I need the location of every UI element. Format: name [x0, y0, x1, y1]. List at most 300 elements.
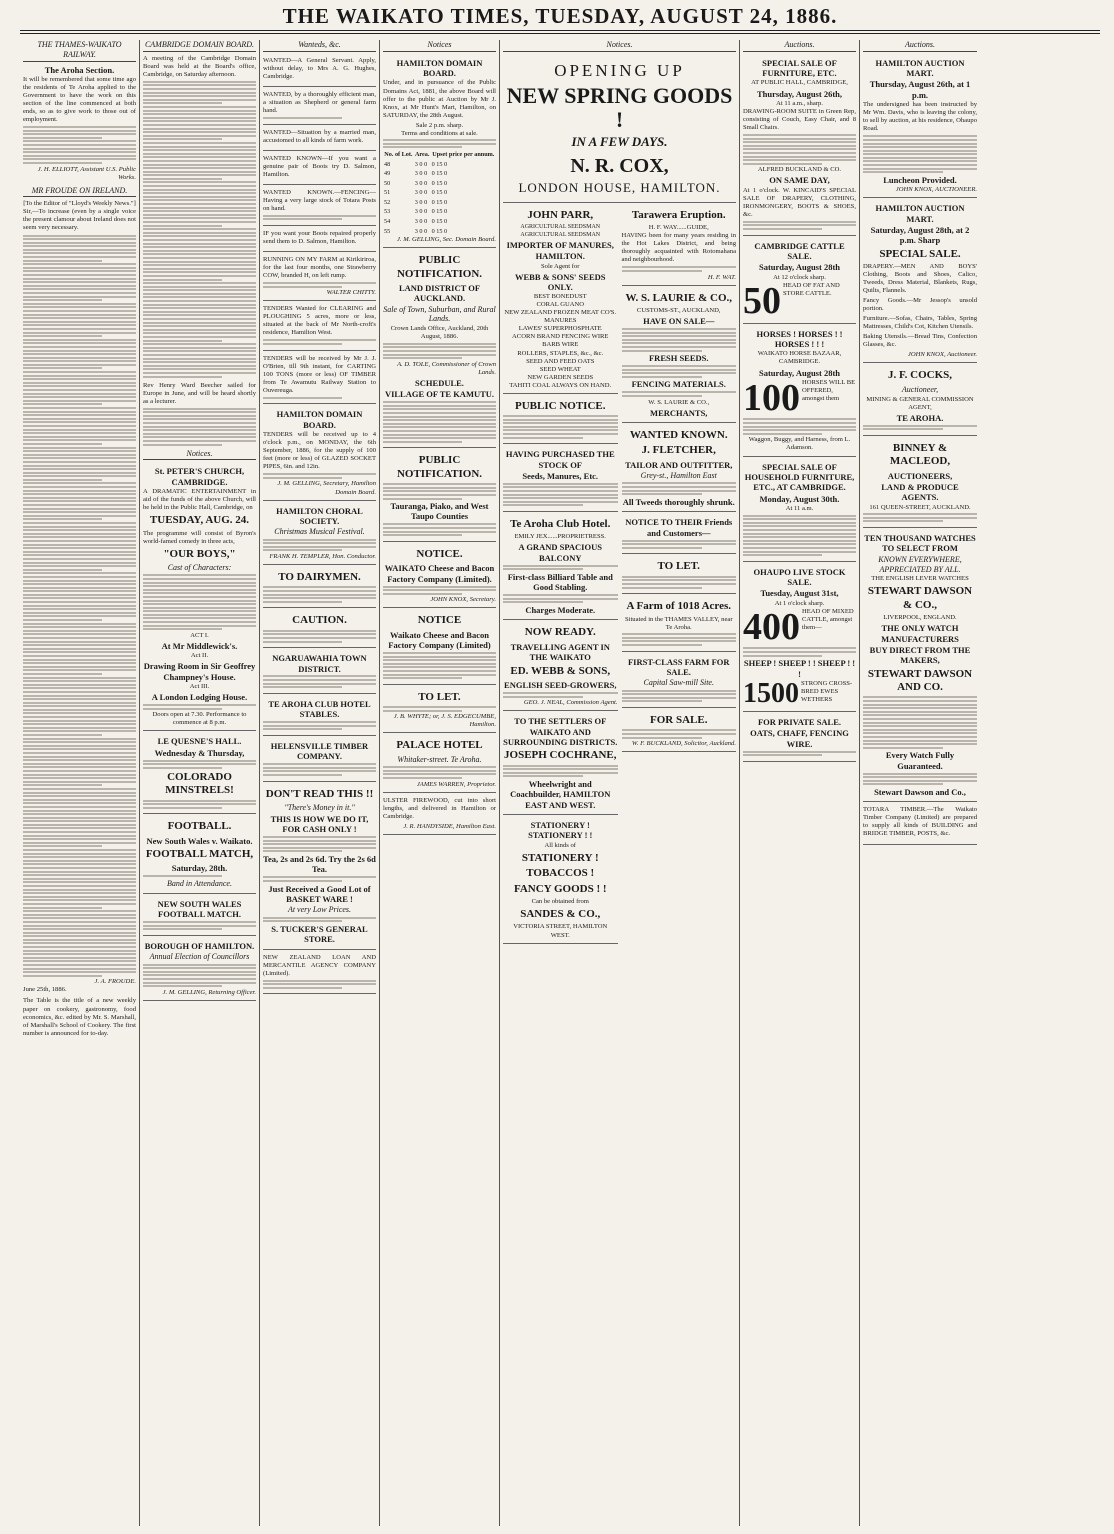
act-1-setting: At Mr Middlewick's. — [161, 640, 238, 651]
the-table-note: The Table is the title of a new weekly paper on cookery, gastronomy, food economics, &c. edited by Mr. S. Marshall, of Marshall's School of Cookery. The first number is announced for to-day. — [23, 997, 136, 1037]
to-let-heading: TO LET. — [418, 690, 461, 703]
domain-auction-heading: HAMILTON DOMAIN BOARD. — [396, 57, 483, 79]
act-1: ACT I. — [190, 631, 209, 639]
kincaid-sale: At 1 o'clock. W. KINCAID'S SPECIAL SALE OF DRAPERY, CLOTHING, IRONMONGERY, BOOTS & SHOES, &c. — [743, 186, 856, 218]
palace-hotel-signature: JAMES WARREN, Proprietor. — [416, 780, 496, 788]
wat-signature: H. F. WAT. — [707, 273, 736, 281]
list-item: SEED WHEAT — [539, 365, 581, 373]
palace-hotel-heading: PALACE HOTEL — [396, 739, 483, 752]
cattle-sale-date: Saturday, August 28th — [758, 262, 840, 273]
oats-chaff: OATS, CHAFF, FENCING WIRE. — [750, 728, 849, 749]
cash-only-heading: THIS IS HOW WE DO IT, FOR CASH ONLY ! — [270, 813, 369, 835]
sawmill-site: Capital Saw-mill Site. — [643, 678, 714, 688]
john-parr-heading: JOHN PARR, — [527, 208, 594, 221]
special-sale: SPECIAL SALE. — [879, 247, 961, 260]
to-let-2-ad — [622, 556, 737, 594]
tailor-outfitter: TAILOR AND OUTFITTER, — [625, 459, 733, 470]
wanted-servant — [263, 55, 376, 87]
jex-proprietress: EMILY JEX......PROPRIETRESS. — [514, 533, 606, 541]
tea-offer: Tea, 2s and 2s 6d. Try the 2s 6d Tea. — [263, 854, 376, 875]
doors-open: Doors open at 7.30. Performance to commence at 8 p.m. — [152, 711, 247, 727]
luncheon: Luncheon Provided. — [883, 174, 957, 185]
palace-hotel-ad — [383, 735, 496, 792]
auction-mart-2-heading: HAMILTON AUCTION MART. — [875, 203, 965, 224]
household-sale-ad — [743, 459, 856, 562]
dairymen-heading: TO DAIRYMEN. — [278, 571, 361, 583]
notices-col5-heading: Notices. — [503, 40, 736, 52]
stationery-ad — [503, 817, 618, 943]
froude-subheading: [To the Editor of "Lloyd's Weekly News."] — [23, 200, 136, 208]
stewart-dawson-2: STEWART DAWSON AND CO. — [867, 667, 973, 694]
fancy-goods: Fancy Goods.—Mr Jessop's unsold portion. — [863, 297, 977, 313]
firewood-ad — [383, 795, 496, 835]
club-hotel-ad — [503, 514, 618, 620]
masthead-rule-bottom — [20, 33, 1100, 34]
public-notification-2-heading: PUBLIC NOTIFICATION. — [396, 454, 483, 480]
martin-notice: NOTICE TO THEIR Friends and Customers— — [625, 517, 733, 538]
cochrane-heading: JOSEPH COCHRANE, — [504, 749, 617, 762]
sandes-address: VICTORIA STREET, HAMILTON WEST. — [513, 923, 608, 939]
ngaruawahia-ad — [263, 650, 376, 694]
hamilton-domain-signature: J. M. GELLING, Secretary, Hamilton Domain Board. — [277, 480, 376, 496]
waggon-harness: Waggon, Buggy, and Harness, from L. Adamson. — [748, 436, 851, 452]
fencing-materials: FENCING MATERIALS. — [631, 379, 726, 390]
ohaupo-item: HEAD OF MIXED CATTLE, amongst them— — [802, 607, 854, 631]
tweeds-shrunk: All Tweeds thoroughly shrunk. — [622, 496, 735, 507]
aroha-section-heading: The Aroha Section. — [44, 64, 115, 75]
private-sale-ad — [743, 714, 856, 762]
cattle-sale-time: At 12 o'clock sharp. — [773, 273, 826, 281]
table-row: 48 3 0 0 0 15 0 — [384, 160, 448, 168]
grand-balcony: A GRAND SPACIOUS BALCONY — [518, 542, 602, 563]
wanted-boots-text: WANTED KNOWN—If you want a genuine pair of Boots try D. Salmon, Hamilton. — [263, 154, 376, 178]
le-quesnes-hall-ad — [143, 733, 256, 814]
railway-signature: J. H. ELLIOTT, Assistant U.S. Public Works. — [37, 165, 136, 181]
household-sale-heading: SPECIAL SALE OF HOUSEHOLD FURNITURE, ETC., AT CAMBRIDGE. — [744, 461, 855, 493]
laurie-address: CUSTOMS-ST., AUCKLAND, — [636, 306, 721, 314]
tarawera-heading: Tarawera Eruption. — [631, 208, 726, 221]
tarawera-ad — [622, 205, 737, 286]
list-item: NEW ZEALAND FROZEN MEAT CO'S. MANURES — [504, 309, 617, 325]
column-5-6 — [500, 40, 740, 1526]
grey-street: Grey-st., Hamilton East — [640, 471, 717, 481]
tole-signature: A. D. TOLE, Commissioner of Crown Lands. — [397, 360, 496, 376]
ohaupo-date: Tuesday, August 31st, — [760, 588, 839, 599]
furniture: Furniture.—Sofas, Chairs, Tables, Spring Mattresses, Child's Cot, Kitchen Utensils. — [863, 315, 977, 331]
binney-agents: LAND & PRODUCE AGENTS. — [881, 481, 959, 503]
cocks-heading: J. F. COCKS, — [887, 369, 953, 382]
handyside-signature: J. R. HANDYSIDE, Hamilton East. — [403, 822, 496, 830]
auction-mart-ad — [863, 55, 977, 198]
band-attendance: Band in Attendance. — [167, 879, 232, 889]
stationery-heading: STATIONERY ! STATIONERY ! ! — [528, 820, 593, 841]
notice-cheese-ad — [383, 544, 496, 609]
new-spring-goods: NEW SPRING GOODS ! — [506, 83, 733, 132]
notices-heading: Notices. — [143, 449, 256, 461]
boots-repaired-text: IF you want your Boots repaired properly send them to D. Salmon, Hamilton. — [263, 229, 376, 245]
farm-location: Situated in the THAMES VALLEY, near Te Aroha. — [624, 615, 733, 631]
auction-mart-text: The undersigned has been instructed by Mr Wm. Davis, who is leaving the colony, to sell by auction, at his residence, Ohaupo Road. — [863, 101, 977, 133]
fletcher-ad — [622, 425, 737, 512]
baking-utensils: Baking Utensils.—Bread Tins, Confection Glasses, &c. — [863, 333, 977, 349]
ohaupo-sale-ad — [743, 564, 856, 712]
column-8 — [860, 40, 980, 1526]
sawmill-ad — [622, 654, 737, 708]
land-sale-subheading: Sale of Town, Suburban, and Rural Lands. — [383, 304, 496, 324]
charges-moderate: Charges Moderate. — [525, 605, 596, 616]
beecher-note: Rev Henry Ward Beecher sailed for Europe in June, and will be heard shortly as a lecturer. — [143, 381, 256, 405]
st-peters-ad — [143, 463, 256, 731]
horse-sale-ad — [743, 326, 856, 457]
furniture-sale-ad — [743, 55, 856, 236]
railway-text: It will be remembered that some time ago the residents of Te Aroha applied to the Government to have the work on this section of the line commenced at both ends, so as to give work to those out of employment. — [23, 75, 136, 124]
taupo-counties: Tauranga, Piako, and West Taupo Counties — [390, 501, 489, 522]
cocks-agent: MINING & GENERAL COMMISSION AGENT, — [866, 395, 974, 411]
choral-society-ad — [263, 503, 376, 565]
cheese-company: WAIKATO Cheese and Bacon Factory Company (Limited). — [384, 563, 495, 584]
table-row: 52 3 0 0 0 15 0 — [384, 198, 448, 206]
le-quesnes-hall-heading: LE QUESNE'S HALL. — [157, 736, 242, 747]
froude-signature: J. A. FROUDE. — [94, 978, 136, 986]
table-row: 49 3 0 0 0 15 0 — [384, 170, 448, 178]
firewood-text: ULSTER FIREWOOD, cut into short lengths, and delivered in Hamilton or Cambridge. — [383, 796, 496, 820]
froude-heading: MR FROUDE ON IRELAND. — [23, 186, 136, 198]
public-notification-2-ad — [383, 450, 496, 541]
hall-days: Wednesday & Thursday, — [154, 747, 245, 758]
knox-auctioneer: JOHN KNOX, AUCTIONEER. — [895, 186, 977, 194]
furniture-sale-date: Thursday, August 26th, — [756, 88, 843, 99]
borough-subheading: Annual Election of Councillors — [149, 952, 250, 962]
in-a-few-days: IN A FEW DAYS. — [571, 133, 668, 149]
auction-mart-2-ad — [863, 200, 977, 363]
obtained-from: Can be obtained from — [531, 898, 589, 906]
whyte-signature: J. B. WHYTE; or, J. S. EDGECUMBE, Hamilton. — [393, 713, 496, 729]
nsw-football-heading: NEW SOUTH WALES FOOTBALL MATCH. — [157, 898, 242, 920]
froude-body — [23, 235, 136, 977]
nsw-football-ad — [143, 896, 256, 936]
col5-sub — [503, 205, 618, 946]
helensville-timber-ad — [263, 738, 376, 782]
martin-ad — [622, 514, 737, 554]
football-ad — [143, 816, 256, 893]
parr-town: HAMILTON. — [535, 251, 585, 262]
same-day: ON SAME DAY, — [769, 175, 830, 186]
purchased-heading: HAVING PURCHASED THE STOCK OF — [505, 449, 615, 470]
lots-col-number: No. of Lot. — [384, 151, 413, 159]
wat-guide: H. F. WAY......GUIDE, — [648, 224, 709, 232]
binney-heading: BINNEY & MACLEOD, — [889, 441, 951, 468]
cox-spring-goods-ad — [503, 55, 736, 203]
john-parr-ad — [503, 205, 618, 394]
laurie-ad — [622, 288, 737, 423]
public-notice-ad — [503, 396, 618, 445]
webb-seed-growers: ENGLISH SEED-GROWERS, — [504, 679, 617, 690]
furniture-sale-heading: SPECIAL SALE OF FURNITURE, ETC. — [762, 57, 837, 79]
wanted-shepherd-text: WANTED, by a thoroughly efficient man, a situation as Shepherd or general farm hand. — [263, 90, 376, 114]
col5-6-split — [503, 205, 736, 946]
wanted-boots — [263, 153, 376, 185]
nz-loan-ad — [263, 952, 376, 995]
dont-read-ad — [263, 784, 376, 950]
running-cow-signature: WALTER CHITTY. — [326, 289, 376, 297]
cattle-count: 50 — [743, 279, 781, 322]
ohaupo-heading: OHAUPO LIVE STOCK SALE. — [753, 566, 846, 588]
notice-2-heading: NOTICE — [417, 614, 462, 627]
tobaccos-item: TOBACCOS ! — [526, 867, 595, 880]
football-heading: FOOTBALL. — [167, 820, 232, 833]
farm-ad — [622, 596, 737, 651]
settlers-ad — [503, 713, 618, 815]
football-date: Saturday, 28th. — [171, 863, 228, 874]
froude-date: June 25th, 1886. — [23, 986, 67, 994]
laurie-heading: W. S. LAURIE & CO., — [625, 291, 733, 304]
masthead-title: THE WAIKATO TIMES, TUESDAY, AUGUST 24, 1886. — [282, 4, 838, 28]
lots-col-price: Upset price per annum. — [432, 151, 495, 159]
sale-terms: Terms and conditions at sale. — [401, 129, 478, 137]
cattle-sale-ad — [743, 238, 856, 324]
auctions-col7-heading: Auctions. — [743, 40, 856, 52]
table-row: 51 3 0 0 0 15 0 — [384, 189, 448, 197]
fresh-seeds: FRESH SEEDS. — [648, 353, 709, 364]
horse-item: HORSES WILL BE OFFERED, amongst them — [802, 378, 856, 402]
column-4 — [380, 40, 500, 1526]
column-2 — [140, 40, 260, 1526]
sheep-item: STRONG CROSS-BRED EWES WETHERS — [801, 679, 853, 703]
public-notification-heading: PUBLIC NOTIFICATION. — [396, 254, 483, 280]
liverpool: LIVERPOOL, ENGLAND. — [883, 614, 957, 622]
furniture-sale-text: DRAWING-ROOM SUITE in Green Rep, consisting of Couch, Easy Chair, and 8 Small Chairs. — [743, 107, 856, 131]
hamilton-domain-text: TENDERS will be received up to 4 o'clock p.m., on MONDAY, the 6th September, 1886, for the supply of 100 feet (more or less) of GLAZED SOCKET PIPES, 6in. and 12in. — [263, 431, 376, 471]
list-item: BARB WIRE — [542, 341, 579, 349]
london-house: LONDON HOUSE, HAMILTON. — [518, 179, 721, 195]
st-peters-heading: St. PETER'S CHURCH, CAMBRIDGE. — [154, 466, 245, 487]
list-item: LAWES' SUPERPHOSPHATE — [518, 325, 602, 333]
domain-auction-text: Under, and in pursuance of the Public Domains Act, 1881, the above Board will offer to the public at Auction by Mr J. Knox, at Mr Hunt's Mart, Hamilton, on SATURDAY, the 28th August. — [383, 79, 496, 119]
caution-ad — [263, 610, 376, 648]
cattle-sale-heading: CAMBRIDGE CATTLE SALE. — [754, 240, 845, 261]
drapery: DRAPERY.—MEN AND BOYS' Clothing, Boots and Shoes, Calico, Tweeds, Dress Material, Blankets, Rugs, Quilts, Flannels. — [863, 263, 977, 295]
boots-repaired — [263, 228, 376, 252]
auctions-col8-heading: Auctions. — [863, 40, 977, 52]
totara-text: TOTARA TIMBER.—The Waikato Timber Company (Limited) are prepared to supply all kinds of BUILDING and BRIDGE TIMBER, POSTS, &c. — [863, 806, 977, 838]
wanted-situation-text: WANTED—Situation by a married man, accustomed to all kinds of farm work. — [263, 128, 376, 144]
watches-ad — [863, 530, 977, 802]
st-peters-programme: The programme will consist of Byron's world-famed comedy in three acts, — [143, 529, 256, 545]
laurie-on-sale: HAVE ON SALE— — [643, 316, 715, 326]
list-item: CORAL GUANO — [536, 301, 585, 309]
notices-col4-heading: Notices — [383, 40, 496, 52]
borough-ad — [143, 938, 256, 1001]
st-peters-text: A DRAMATIC ENTERTAINMENT in aid of the funds of the above Church, will be held in the Public Hall, Cambridge, on — [143, 488, 256, 512]
act-3: Act III. — [189, 682, 210, 690]
stewart-dawson: STEWART DAWSON & CO., — [867, 585, 973, 611]
land-district-heading: LAND DISTRICT OF AUCKLAND. — [398, 282, 481, 304]
choral-heading: HAMILTON CHORAL SOCIETY. — [276, 505, 363, 526]
crown-lands-office: Crown Lands Office, Auckland, 20th August, 1886. — [390, 325, 489, 341]
auction-mart-date: Thursday, August 26th, at 1 p.m. — [869, 79, 971, 100]
tenders-carting — [263, 353, 376, 405]
fancy-goods-item: FANCY GOODS ! ! — [513, 882, 607, 895]
now-ready-heading: NOW READY. — [524, 626, 596, 639]
only-manufacturers: THE ONLY WATCH MANUFACTURERS — [881, 623, 959, 644]
settlers-heading: TO THE SETTLERS OF WAIKATO AND SURROUNDING DISTRICTS. — [503, 716, 618, 747]
now-ready-ad — [503, 622, 618, 711]
billiard-table: First-class Billiard Table and Good Stabling. — [507, 571, 613, 593]
money-in-it: "There's Money in it." — [284, 803, 355, 813]
sheep-heading: SHEEP ! SHEEP ! ! SHEEP ! ! ! — [743, 658, 856, 679]
aroha-club-stables-ad — [263, 696, 376, 736]
for-sale-ad — [622, 710, 737, 752]
alfred-buckland: ALFRED BUCKLAND & CO. — [757, 166, 842, 174]
horse-bazaar: WAIKATO HORSE BAZAAR, CAMBRIDGE. — [757, 350, 842, 366]
furniture-sale-time: At 11 a.m., sharp. — [776, 99, 823, 107]
webb-seeds-only: WEBB & SONS' SEEDS ONLY. — [515, 271, 606, 292]
buckland-signature: W. F. BUCKLAND, Solicitor, Auckland. — [631, 740, 736, 748]
wanted-fencing — [263, 187, 376, 226]
importer-manures: IMPORTER OF MANURES, — [506, 239, 614, 250]
binney-address: 161 QUEEN-STREET, AUCKLAND. — [869, 503, 971, 511]
wat-text: HAVING been for many years residing in the Hot Lakes District, and being thoroughly acquainted with Rotomahana and neighbourhood. — [621, 232, 736, 264]
farm-for-sale: FIRST-CLASS FARM FOR SALE. — [627, 656, 730, 677]
table-row: 54 3 0 0 0 15 0 — [384, 218, 448, 225]
col6-sub — [622, 205, 737, 946]
act-2-setting: Drawing Room in Sir Geoffrey Champney's House. — [143, 661, 256, 682]
cochrane-sub: Wheelwright and Coachbuilder, HAMILTON EAST AND WEST. — [510, 779, 611, 810]
merchants: MERCHANTS, — [650, 407, 708, 418]
wanteds-heading: Wanteds, &c. — [263, 40, 376, 52]
borough-heading: BOROUGH OF HAMILTON. — [144, 940, 255, 951]
john-parr-sub: AGRICULTURAL SEEDSMAN AGRICULTURAL SEEDSMAN — [520, 224, 601, 238]
column-7 — [740, 40, 860, 1526]
to-let-ad — [383, 687, 496, 734]
running-cow — [263, 254, 376, 301]
club-hotel-heading: Te Aroha Club Hotel. — [510, 518, 611, 531]
ngaruawahia-heading: NGARUAWAHIA TOWN DISTRICT. — [272, 653, 367, 674]
cocks-town: TE AROHA. — [896, 412, 944, 423]
fully-guaranteed: Every Watch Fully Guaranteed. — [885, 750, 955, 771]
cast-heading: Cast of Characters: — [167, 563, 232, 572]
private-sale-heading: FOR PRIVATE SALE. — [757, 716, 842, 727]
cambridge-domain-text: A meeting of the Cambridge Domain Board was held at the Board's office, Cambridge, on Saturday afternoon. — [143, 54, 256, 78]
seeds-manures: Seeds, Manures, Etc. — [522, 470, 599, 481]
wanted-servant-text: WANTED—A General Servant. Apply, without delay, to Mrs A. G. Hughes, Cambridge. — [263, 56, 376, 80]
tenders-clearing — [263, 303, 376, 350]
household-sale-time: At 11 a.m. — [785, 504, 814, 512]
stewart-dawson-3: Stewart Dawson and Co., — [874, 787, 966, 798]
totara-ad — [863, 804, 977, 844]
sheep-count: 1500 — [743, 677, 799, 709]
caution-heading: CAUTION. — [292, 614, 347, 627]
notice-cheese-2-ad — [383, 610, 496, 684]
public-notice-heading: PUBLIC NOTICE. — [515, 399, 606, 412]
to-let-2-heading: TO LET. — [657, 560, 700, 573]
public-notification-ad — [383, 250, 496, 448]
running-cow-text: RUNNING ON MY FARM at Kirikiriroa, for the last four months, one Strawberry COW, branded H, on left rump. — [263, 256, 376, 280]
palace-hotel-address: Whitaker-street. Te Aroha. — [397, 754, 482, 764]
for-sale-heading: FOR SALE. — [650, 713, 708, 726]
lots-col-area: Area. — [414, 151, 430, 159]
masthead-rule-top — [20, 30, 1100, 31]
horses-heading: HORSES ! HORSES ! ! HORSES ! ! ! — [756, 328, 843, 350]
basket-ware: Just Received a Good Lot of BASKET WARE ! — [268, 883, 371, 904]
list-item: TAHITI COAL ALWAYS ON HAND. — [509, 381, 612, 389]
column-1 — [20, 40, 140, 1526]
auction-mart-2-date: Saturday, August 28th, at 2 p.m. Sharp — [870, 224, 970, 246]
borough-signature: J. M. GELLING, Returning Officer. — [162, 988, 256, 996]
cattle-item: HEAD OF FAT AND STORE CATTLE. — [783, 281, 840, 297]
list-item: ACORN BRAND FENCING WIRE — [512, 333, 609, 341]
list-item: ROLLERS, STAPLES, &c., &c. — [517, 349, 604, 357]
froude-text: Sir,—To increase (even by a single voice the present clamour about Ireland does not seem very necessary. — [23, 208, 136, 232]
village-heading: VILLAGE OF TE KAMUTU. — [384, 389, 495, 400]
hamilton-domain-tenders — [263, 406, 376, 500]
english-lever: THE ENGLISH LEVER WATCHES — [871, 575, 969, 583]
hamilton-domain-heading: HAMILTON DOMAIN BOARD. — [276, 409, 363, 430]
cocks-ad — [863, 365, 977, 435]
auction-mart-heading: HAMILTON AUCTION MART. — [875, 57, 965, 79]
st-peters-date: TUESDAY, AUG. 24. — [149, 514, 250, 527]
travelling-agent: TRAVELLING AGENT IN THE WAIKATO — [510, 641, 610, 663]
table-row: 55 3 0 0 0 15 0 — [384, 227, 448, 235]
football-match: FOOTBALL MATCH, — [145, 848, 254, 861]
choral-signature: FRANK H. TEMPLER, Hon. Conductor. — [269, 552, 376, 560]
helensville-timber-heading: HELENSVILLE TIMBER COMPANY. — [270, 740, 369, 762]
neal-signature: GEO. J. NEAL, Commission Agent. — [523, 699, 618, 707]
choral-subheading: Christmas Musical Festival. — [274, 527, 365, 537]
public-hall: AT PUBLIC HALL, CAMBRIDGE, — [751, 79, 848, 87]
nz-loan-text: NEW ZEALAND LOAN AND MERCANTILE AGENCY COMPANY (Limited). — [263, 953, 376, 977]
webb-sons: ED. WEBB & SONS, — [510, 664, 611, 677]
act-2: Act II. — [190, 652, 209, 660]
horse-count: 100 — [743, 376, 800, 419]
notice-heading: NOTICE. — [416, 547, 463, 560]
columns — [20, 40, 1100, 1526]
list-item: NEW GARDEN SEEDS — [527, 373, 594, 381]
hamilton-domain-auction — [383, 55, 496, 248]
football-subheading: New South Wales v. Waikato. — [146, 835, 253, 846]
fletcher-name: J. FLETCHER, — [641, 444, 716, 457]
schedule-heading: SCHEDULE. — [415, 377, 464, 388]
lots-table — [383, 150, 496, 236]
ohaupo-count: 400 — [743, 605, 800, 648]
opening-up: OPENING UP — [554, 60, 685, 80]
our-boys-title: "OUR BOYS," — [163, 547, 236, 560]
aroha-club-stables-heading: TE AROHA CLUB HOTEL STABLES. — [268, 698, 371, 720]
railway-heading: THE THAMES-WAIKATO RAILWAY. — [23, 40, 136, 62]
dairymen-ad — [263, 567, 376, 608]
wanted-known-heading: WANTED KNOWN. — [629, 428, 728, 441]
column-3 — [260, 40, 380, 1526]
cocks-auctioneer: Auctioneer, — [901, 384, 939, 394]
cambridge-domain-heading: CAMBRIDGE DOMAIN BOARD. — [143, 40, 256, 52]
binney-ad — [863, 438, 977, 528]
binney-auctioneers: AUCTIONEERS, — [887, 470, 953, 481]
table-row: 53 3 0 0 0 15 0 — [384, 208, 448, 216]
low-prices: At very Low Prices. — [287, 905, 352, 915]
wanted-fencing-text: WANTED KNOWN.—FENCING—Having a very large stock of Totara Posts on hand. — [263, 188, 376, 212]
sole-agent: Sole Agent for — [541, 262, 580, 270]
sale-time: Sale 2 p.m. sharp. — [415, 121, 464, 129]
buy-direct: BUY DIRECT FROM THE MAKERS, — [869, 644, 971, 666]
wanted-situation — [263, 127, 376, 151]
watches-heading: TEN THOUSAND WATCHES TO SELECT FROM — [864, 533, 976, 554]
nr-cox: N. R. COX, — [570, 154, 669, 177]
dont-read-heading: DON'T READ THIS !! — [265, 787, 374, 800]
act-3-setting: A London Lodging House. — [151, 692, 248, 703]
list-item: BEST BONEDUST — [533, 293, 587, 301]
household-sale-date: Monday, August 30th. — [759, 493, 840, 504]
wanted-shepherd — [263, 89, 376, 125]
